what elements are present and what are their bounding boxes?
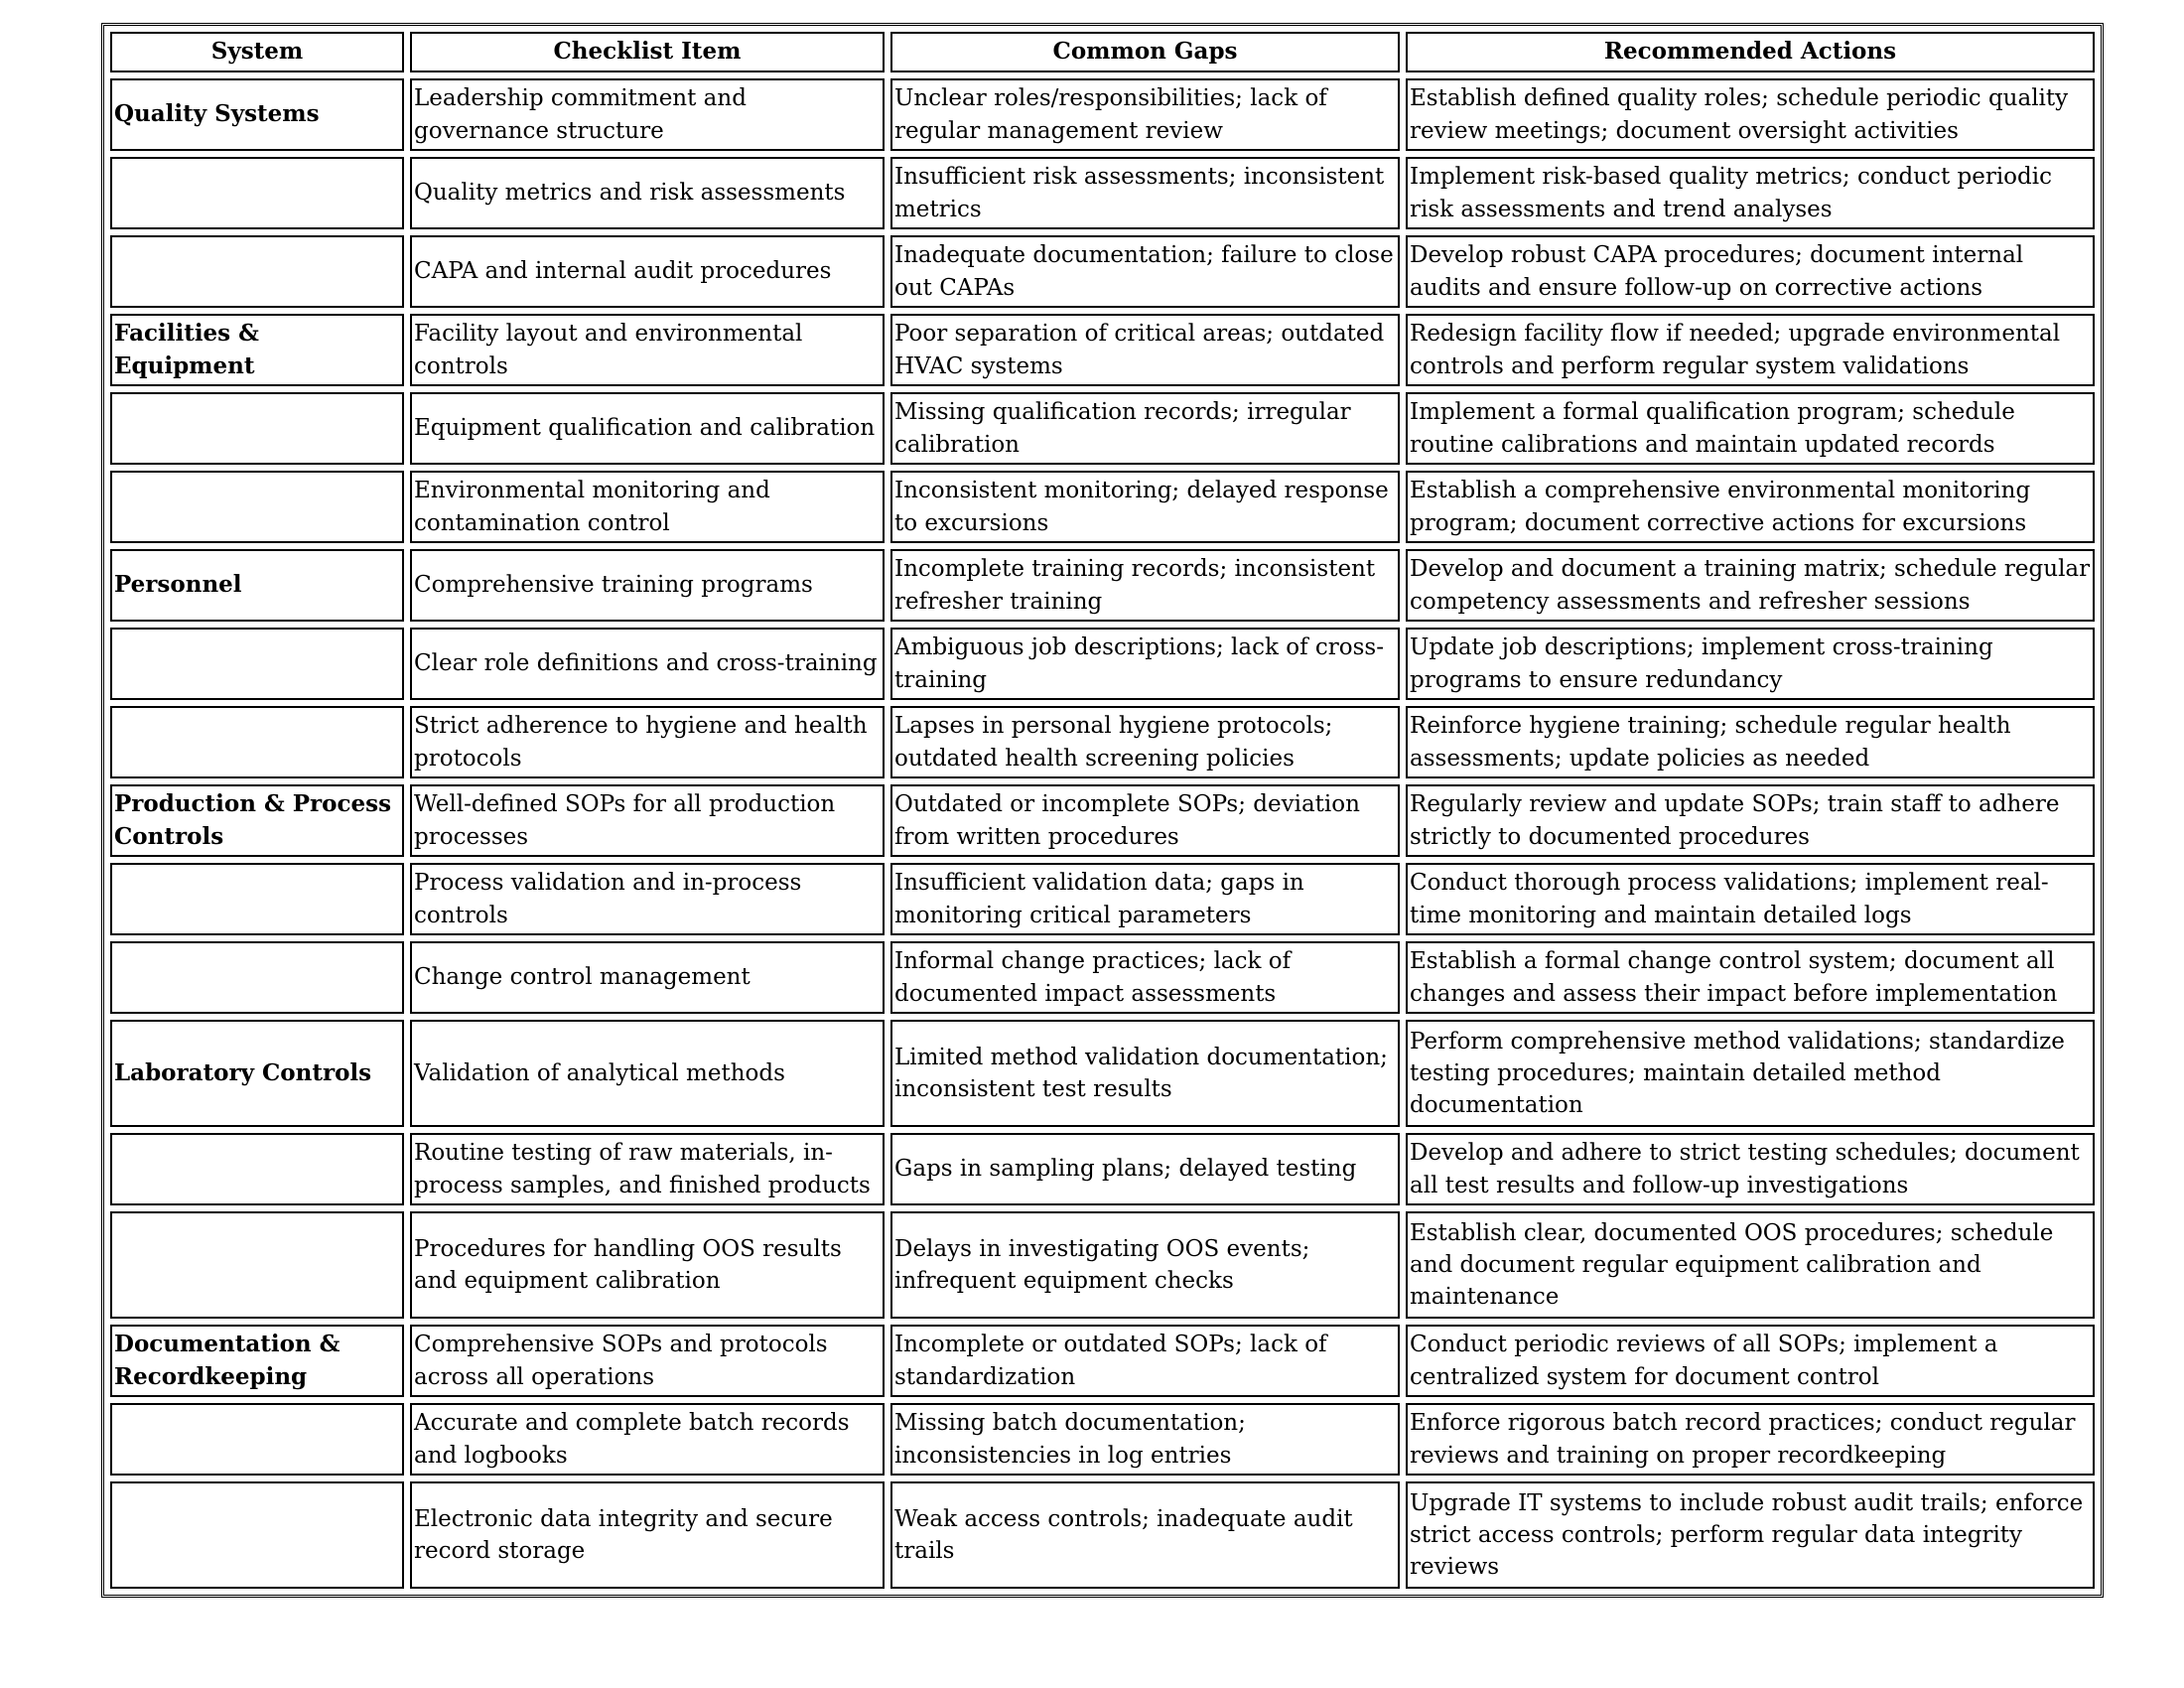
table-row: [110, 1133, 2095, 1205]
system-cell: [110, 1403, 404, 1476]
recommended-actions-cell: Update job descriptions; implement cross-training programs to ensure redundancy: [1406, 628, 2095, 700]
header-recommended-actions: Recommended Actions: [1406, 32, 2095, 72]
system-cell: [110, 863, 404, 935]
table-row: [110, 235, 2095, 308]
checklist-item-cell: Well-defined SOPs for all production processes: [410, 784, 885, 857]
table-row: [110, 314, 2095, 386]
recommended-actions-cell: Establish defined quality roles; schedule periodic quality review meetings; document oversight activities: [1406, 78, 2095, 151]
checklist-item-cell: Facility layout and environmental controls: [410, 314, 885, 386]
table-row: [110, 392, 2095, 465]
system-cell: Documentation & Recordkeeping: [110, 1325, 404, 1397]
checklist-item-cell: Accurate and complete batch records and logbooks: [410, 1403, 885, 1476]
header-common-gaps: Common Gaps: [890, 32, 1400, 72]
system-cell: Production & Process Controls: [110, 784, 404, 857]
table-row: [110, 941, 2095, 1014]
recommended-actions-cell: Implement risk-based quality metrics; conduct periodic risk assessments and trend analyses: [1406, 157, 2095, 229]
common-gaps-cell: Weak access controls; inadequate audit trails: [890, 1481, 1400, 1589]
common-gaps-cell: Insufficient risk assessments; inconsistent metrics: [890, 157, 1400, 229]
system-cell: [110, 706, 404, 778]
recommended-actions-cell: Develop robust CAPA procedures; document internal audits and ensure follow-up on corrective actions: [1406, 235, 2095, 308]
checklist-item-cell: Change control management: [410, 941, 885, 1014]
table-row: [110, 706, 2095, 778]
checklist-item-cell: Leadership commitment and governance structure: [410, 78, 885, 151]
checklist-item-cell: Comprehensive SOPs and protocols across all operations: [410, 1325, 885, 1397]
system-cell: [110, 1481, 404, 1589]
common-gaps-cell: Delays in investigating OOS events; infrequent equipment checks: [890, 1211, 1400, 1319]
header-row: [110, 32, 2095, 72]
common-gaps-cell: Inconsistent monitoring; delayed response to excursions: [890, 471, 1400, 543]
checklist-item-cell: Environmental monitoring and contamination control: [410, 471, 885, 543]
checklist-item-cell: CAPA and internal audit procedures: [410, 235, 885, 308]
common-gaps-cell: Missing qualification records; irregular calibration: [890, 392, 1400, 465]
system-cell: Quality Systems: [110, 78, 404, 151]
checklist-item-cell: Clear role definitions and cross-training: [410, 628, 885, 700]
system-cell: [110, 1211, 404, 1319]
recommended-actions-cell: Develop and document a training matrix; schedule regular competency assessments and refresher sessions: [1406, 549, 2095, 622]
common-gaps-cell: Insufficient validation data; gaps in monitoring critical parameters: [890, 863, 1400, 935]
table-row: [110, 1325, 2095, 1397]
common-gaps-cell: Informal change practices; lack of documented impact assessments: [890, 941, 1400, 1014]
table-row: [110, 628, 2095, 700]
recommended-actions-cell: Regularly review and update SOPs; train staff to adhere strictly to documented procedures: [1406, 784, 2095, 857]
table-row: [110, 1403, 2095, 1476]
recommended-actions-cell: Develop and adhere to strict testing schedules; document all test results and follow-up investigations: [1406, 1133, 2095, 1205]
checklist-item-cell: Quality metrics and risk assessments: [410, 157, 885, 229]
table-row: [110, 549, 2095, 622]
table-header: [110, 32, 2095, 72]
system-cell: [110, 941, 404, 1014]
common-gaps-cell: Gaps in sampling plans; delayed testing: [890, 1133, 1400, 1205]
recommended-actions-cell: Implement a formal qualification program; schedule routine calibrations and maintain updated records: [1406, 392, 2095, 465]
header-checklist-item: Checklist Item: [410, 32, 885, 72]
table-row: [110, 157, 2095, 229]
recommended-actions-cell: Perform comprehensive method validations; standardize testing procedures; maintain detailed method documentation: [1406, 1020, 2095, 1127]
common-gaps-cell: Missing batch documentation; inconsistencies in log entries: [890, 1403, 1400, 1476]
recommended-actions-cell: Establish a formal change control system; document all changes and assess their impact before implementation: [1406, 941, 2095, 1014]
recommended-actions-cell: Redesign facility flow if needed; upgrade environmental controls and perform regular system validations: [1406, 314, 2095, 386]
common-gaps-cell: Lapses in personal hygiene protocols; outdated health screening policies: [890, 706, 1400, 778]
recommended-actions-cell: Conduct thorough process validations; implement real-time monitoring and maintain detailed logs: [1406, 863, 2095, 935]
checklist-item-cell: Validation of analytical methods: [410, 1020, 885, 1127]
system-cell: Laboratory Controls: [110, 1020, 404, 1127]
table-row: [110, 1020, 2095, 1127]
common-gaps-cell: Inadequate documentation; failure to close out CAPAs: [890, 235, 1400, 308]
recommended-actions-cell: Conduct periodic reviews of all SOPs; implement a centralized system for document control: [1406, 1325, 2095, 1397]
common-gaps-cell: Incomplete or outdated SOPs; lack of standardization: [890, 1325, 1400, 1397]
recommended-actions-cell: Establish clear, documented OOS procedures; schedule and document regular equipment calibration and maintenance: [1406, 1211, 2095, 1319]
checklist-item-cell: Procedures for handling OOS results and equipment calibration: [410, 1211, 885, 1319]
table-row: [110, 1211, 2095, 1319]
table-row: [110, 1481, 2095, 1589]
system-cell: [110, 1133, 404, 1205]
system-cell: [110, 235, 404, 308]
checklist-item-cell: Electronic data integrity and secure record storage: [410, 1481, 885, 1589]
recommended-actions-cell: Enforce rigorous batch record practices; conduct regular reviews and training on proper recordkeeping: [1406, 1403, 2095, 1476]
recommended-actions-cell: Establish a comprehensive environmental monitoring program; document corrective actions for excursions: [1406, 471, 2095, 543]
system-cell: [110, 471, 404, 543]
checklist-item-cell: Process validation and in-process controls: [410, 863, 885, 935]
checklist-item-cell: Routine testing of raw materials, in-process samples, and finished products: [410, 1133, 885, 1205]
table-row: [110, 78, 2095, 151]
checklist-item-cell: Comprehensive training programs: [410, 549, 885, 622]
checklist-item-cell: Equipment qualification and calibration: [410, 392, 885, 465]
table-row: [110, 471, 2095, 543]
header-system: System: [110, 32, 404, 72]
table-row: [110, 863, 2095, 935]
common-gaps-cell: Unclear roles/responsibilities; lack of regular management review: [890, 78, 1400, 151]
recommended-actions-cell: Upgrade IT systems to include robust audit trails; enforce strict access controls; perform regular data integrity reviews: [1406, 1481, 2095, 1589]
table-body: [110, 78, 2095, 1589]
system-cell: Personnel: [110, 549, 404, 622]
checklist-item-cell: Strict adherence to hygiene and health protocols: [410, 706, 885, 778]
common-gaps-cell: Poor separation of critical areas; outdated HVAC systems: [890, 314, 1400, 386]
common-gaps-cell: Limited method validation documentation; inconsistent test results: [890, 1020, 1400, 1127]
system-cell: Facilities & Equipment: [110, 314, 404, 386]
common-gaps-cell: Ambiguous job descriptions; lack of cross-training: [890, 628, 1400, 700]
recommended-actions-cell: Reinforce hygiene training; schedule regular health assessments; update policies as needed: [1406, 706, 2095, 778]
system-cell: [110, 157, 404, 229]
gmp-checklist-table: [101, 23, 2104, 1598]
common-gaps-cell: Outdated or incomplete SOPs; deviation from written procedures: [890, 784, 1400, 857]
system-cell: [110, 628, 404, 700]
common-gaps-cell: Incomplete training records; inconsistent refresher training: [890, 549, 1400, 622]
system-cell: [110, 392, 404, 465]
table-row: [110, 784, 2095, 857]
